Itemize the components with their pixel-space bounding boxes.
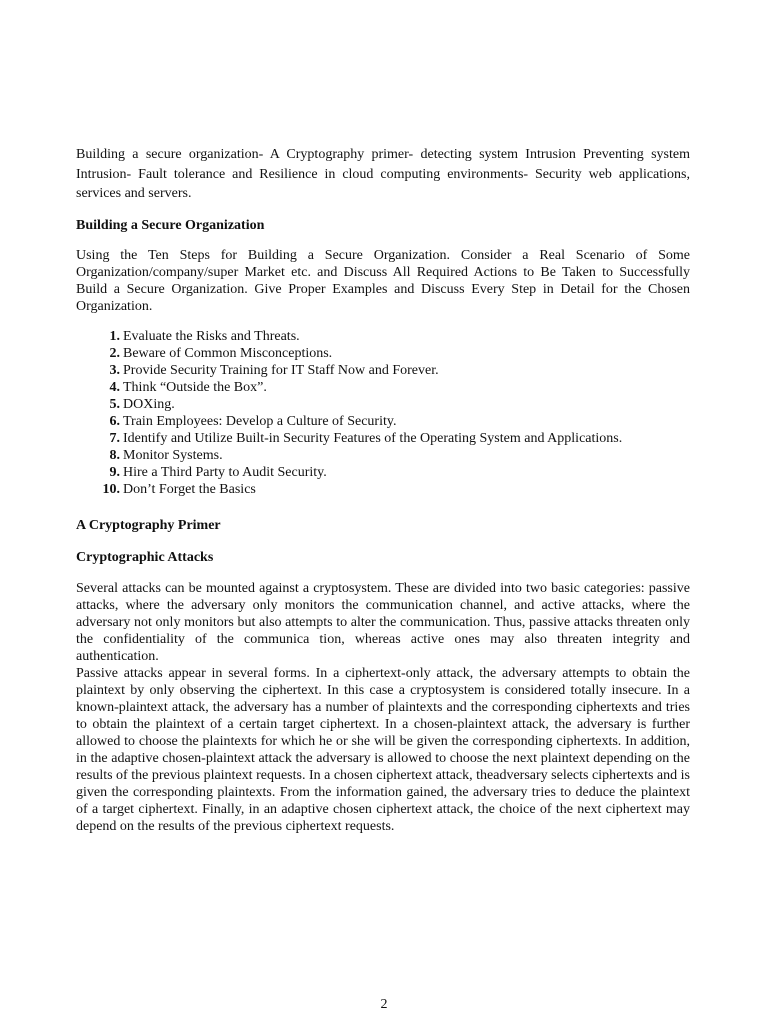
list-item-text: DOXing.: [123, 396, 175, 412]
attacks-paragraph-1: Several attacks can be mounted against a cryptosystem. These are divided into two basic categories: passive attacks, where the adversary only monitors the communication channel, and active attacks, where the adversary not only monitors but also attempts to alter the communication. Thus, passive attacks threaten only the confidentiality of the communica tion, whereas active ones may also threaten integrity and authentication.: [76, 580, 690, 664]
list-item-text: Provide Security Training for IT Staff Now and Forever.: [123, 362, 439, 378]
page-number: 2: [380, 997, 388, 1012]
list-item: [76, 413, 690, 430]
document-page: [76, 145, 690, 835]
list-item-text: Train Employees: Develop a Culture of Security.: [123, 413, 397, 429]
list-item-text: Monitor Systems.: [123, 447, 223, 463]
list-item-text: Think “Outside the Box”.: [123, 379, 267, 395]
list-item-text: Don’t Forget the Basics: [123, 481, 256, 497]
list-item: [76, 345, 690, 362]
list-item: [76, 464, 690, 481]
list-item-text: Beware of Common Misconceptions.: [123, 345, 333, 361]
list-item-number: 6.: [109, 413, 120, 429]
section-heading-building-secure-organization: Building a Secure Organization: [76, 217, 265, 233]
list-item: [76, 430, 690, 447]
list-item: [76, 379, 690, 396]
list-item-text: Hire a Third Party to Audit Security.: [123, 464, 327, 480]
list-item-number: 3.: [109, 362, 120, 378]
list-item-number: 7.: [109, 430, 120, 446]
intro-paragraph: Building a secure organization- A Cryptography primer- detecting system Intrusion Preventing system Intrusion- Fault tolerance and Resilience in cloud computing environments- Security web applications, services and servers.: [76, 147, 690, 201]
list-item: [76, 396, 690, 413]
list-item-number: 10.: [102, 481, 120, 497]
attacks-paragraph-2: Passive attacks appear in several forms. In a ciphertext-only attack, the adversary attempts to obtain the plaintext by only observing the ciphertext. In this case a cryptosystem is considered totally insecure. In a known-plaintext attack, the adversary has a number of plaintexts and the corresponding ciphertexts and tries to obtain the plaintext of a certain target ciphertext. In a chosen-plaintext attack, the adversary is further allowed to choose the plaintexts for which he or she will be given the corresponding ciphertexts. In addition, in the adaptive chosen-plaintext attack the adversary is allowed to choose the next plaintext depending on the results of the previous plaintext requests. In a chosen ciphertext attack, theadversary selects ciphertexts and is given the corresponding plaintexts. From the information gained, the adversary tries to deduce the plaintext of a target ciphertext. Finally, in an adaptive chosen ciphertext attack, the choice of the next ciphertext may depend on the results of the previous ciphertext requests.: [76, 665, 690, 834]
list-item: [76, 362, 690, 379]
list-item-number: 1.: [109, 328, 120, 344]
list-item: [76, 481, 690, 498]
list-item-number: 8.: [109, 447, 120, 463]
list-item-number: 5.: [109, 396, 120, 412]
list-item-number: 9.: [109, 464, 120, 480]
list-item-number: 2.: [109, 345, 120, 361]
section-paragraph-ten-steps: Using the Ten Steps for Building a Secure Organization. Consider a Real Scenario of Some Organization/company/super Market etc. and Discuss All Required Actions to Be Taken to Successfully Build a Secure Organization. Give Proper Examples and Discuss Every Step in Detail for the Chosen Organization.: [76, 247, 690, 314]
ten-steps-list: [76, 328, 690, 498]
list-item: [76, 447, 690, 464]
section-heading-cryptography-primer: A Cryptography Primer: [76, 517, 221, 533]
list-item-text: Identify and Utilize Built-in Security Features of the Operating System and Applications.: [123, 430, 623, 446]
list-item: [76, 328, 690, 345]
list-item-number: 4.: [109, 379, 120, 395]
list-item-text: Evaluate the Risks and Threats.: [123, 328, 300, 344]
subsection-heading-cryptographic-attacks: Cryptographic Attacks: [76, 549, 214, 565]
